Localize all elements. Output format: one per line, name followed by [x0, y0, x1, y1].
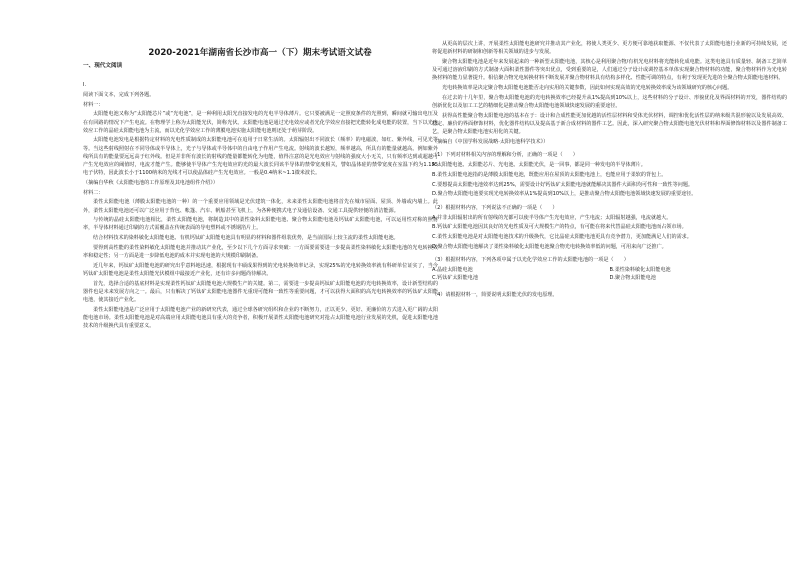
- question-3-option-c: C.钙钛矿太阳能电池: [432, 275, 478, 282]
- question-1-option-c: C.要想提高太阳能电池效率达到25%，需要设计好钙钛矿太阳能电池就能解决其器件大面积均可性和一致性等问题。: [432, 181, 694, 188]
- question-1-option-d: D.聚合物太阳能电池要实现光电转换效率从1%提高到10%以上，是推动聚合物太阳能电池领域快速发展的重要途径。: [432, 191, 697, 198]
- question-2-option-d: D.聚合物太阳能电池解决了柔性染料敏化太阳能电池聚合物光电转换效率低的问题，可用来向广泛推广。: [432, 243, 667, 250]
- question-2-option-c: C.柔性太阳能电池是对太阳能电池技术的升级换代，它比晶硅太阳能电池更具有竞争潜力，更加能满足人们的需求。: [432, 234, 692, 241]
- material-paragraph: 获得高性能聚合物太阳能电池的基本在于：设计和合成性能更加优越的活性层材料和受体光伏材料，调控和优化活性层的纳米级共混形貌以及发展高效、稳定、廉价的界面修饰材料，优化器件结构以及提高基于新合成材料的器件工艺。因此，深入研究聚合物太阳能电池光伏材料和界面修饰材料以及器件制备工艺，是聚合物太阳能电池实用化的关键。: [432, 112, 787, 136]
- question-3-option-a: A.晶硅太阳能电池: [432, 267, 473, 274]
- material-2-paragraph: 结合材料技术的染料敏化太阳能电池、有机钙钛矿太阳能电池具有明显的材料和器件组装优势，是当前国际上较主流的柔性太阳能电池。: [93, 235, 399, 242]
- left-column: [83, 62, 438, 332]
- question-4-stem: （4）请根据材料一，简要说明太阳能光伏的发电原理。: [432, 291, 558, 298]
- question-3-option-d: D.聚合物太阳能电池: [609, 275, 656, 282]
- exam-title: 2020-2021年湖南省长沙市高一（下）期末考试语文试卷: [148, 48, 372, 58]
- material-paragraph: 从更高的层次上讲，开展柔性太阳能电池研究并推动其产业化，将使人类更少、更方便可靠地获取能源、不仅代表了太阳能电池行业新的可持续发展，还将促进新材料的研制和创新等相关领域的进步与发展。: [432, 41, 787, 56]
- section-heading: 一、现代文阅读: [83, 63, 123, 69]
- question-3-options-row: [432, 274, 787, 282]
- material-source: （摘编自《中国学科发展战略·太阳电池科学技术》）: [432, 138, 549, 145]
- material-paragraph: 在过去的十几年里，聚合物太阳能电池的光电转换效率已经提升从1%提高到10%以上，这些材料的分子设计、形貌优化及界面材料的开发，器件结构的创新优化以及加工工艺的精细化是推动聚合物太阳能电池领域快速发展的重要途径。: [432, 94, 787, 109]
- question-1-stem: （1）下列对材料相关内容的理解和分析，正确的一项是（ ）: [432, 152, 578, 159]
- question-1-option-b: B.柔性太阳能电池指的是薄膜太阳能电池，既能应用在屋顶的太阳能电池上，也能应用于柔软的背包上。: [432, 171, 667, 178]
- material-2-paragraph: 柔性太阳能电池是广泛应用于太阳能电池产业的新研究代表，通过全球各研究组织和企业的不断努力，正以更少、更好、更廉价的方式进入更广阔的太阳能电池市场。柔性太阳能电池是对高端应用太阳能电池具有重大的竞争者，积极开展柔性太阳能电池研究对抢占太阳能电池行业发展的先机，促进太阳能电池技术的升级换代具有重要意义。: [83, 306, 438, 330]
- question-2-stem: （2）根据材料内容，下列说法不正确的一项是（ ）: [432, 204, 558, 211]
- question-3-options-row: [432, 266, 787, 274]
- material-1-paragraph: 太阳能电池又称为“太阳能芯片”或“光电池”，是一种利用太阳光直接发电的光电半导体薄片。它只要被满足一定照度条件的光照到，瞬间就可输出电压及在有回路的情况下产生电流。在物理学上称为太阳能光伏，简称光伏。太阳能电池是通过光电效应或者光化学效应直接把光能转化成电能的装置，当下以光电效应工作的晶硅太阳能电池为主流，而以光化学效应工作的薄膜电池实施太阳能电池则还处于萌芽阶段。: [83, 111, 438, 134]
- material-2-paragraph: 要得到高性能的柔性染料敏化太阳能电池并推动其产业化，至少以下几个方面寻求突破：一方面要需要进一步提高柔性染料敏化太阳能电池的光电转换效率和稳定性；另一方面是进一步降低电池的成本并实现电池的大规模印刷制备。: [83, 244, 438, 260]
- material-2-label: 材料二：: [83, 189, 104, 196]
- material-2-paragraph: 与传统的晶硅太阳能电池相比，柔性太阳能电池，将制造其中的柔性染料太阳能电池、聚合物太阳能电池及钙钛矿太阳能电池，可以运用性对称的照射率，半导体材料通过印刷的方式需覆盖在传统表面的导电塑料或不锈钢箔片上。: [83, 217, 438, 232]
- material-2-paragraph: 近几年来，钙钛矿太阳能电池的研究出乎意料地迅速，根据现有丰硕成果得到的光电转换效率记录，实现25%的光电转换效率就有科研单位证实了，当今钙钛矿太阳能电池是柔性太阳能光伏模组中最接近产业化，还有许多问题尚待解决。: [83, 262, 438, 277]
- material-2-paragraph: 柔性太阳能电池（薄膜太阳能电池的一种）的一个重要应用领域是光伏建筑一体化，未来柔性太阳能电池将首先在城市屋面、屋顶、外墙或内墙上。此外，柔性太阳能电池还可以广泛应用于背包、帐篷、汽车、帆船甚至飞机上，为各种便携式电子及通信设备、交通工具提供轻便的清洁能源。: [83, 199, 438, 214]
- question-mark: I.: [83, 82, 87, 89]
- question-2-option-b: B.钙钛矿太阳能电池因其良好的光电性质及可大规模生产的特点，有可能在将来代替晶硅太阳能电池而占领市场。: [432, 224, 687, 231]
- material-1-paragraph: 太阳能电池发电是根据特定材料的光电性质制成的太阳能电池可在追用于日常生活的。太阳辐射出不同波长（频率）的电磁波，如红、紫外线，可见光等等。当这些射线照射在不同导体或半导体上，光子与导体或半导体中的自由电子作用产生电流。射线的波长越短，频率越高，所具有的能量就越高。例如紫外线所具有的能量要远远高于红外线。但是并非所有波长的射线的能量都能转化为电能，值得注意的是光电效应与射线的强度大小无关，只有频率达到或超越可产生光电效应的阈值时，电流才能产生。能够使半导体产生光电效应的光的最大波长同该半导体的禁带宽度相关，譬如晶体硅的禁带宽度在室温下约为1.155电子伏特，因此波长小于1100纳米的光线才可以使晶体硅产生光电效应。一般是0.4纳米~1.1微米波长。: [83, 137, 438, 177]
- question-3-option-b: B.柔性染料敏化太阳能电池: [609, 267, 671, 274]
- question-3-stem: （3）根据材料内容，下列各项中属于以光化学效应工作的太阳能电池的一项是（ ）: [432, 257, 629, 264]
- right-column: [432, 40, 787, 300]
- question-2-option-a: A.并非太阳辐射出的所有射线的光都可以使半导体产生光电效应，产生电流；太阳辐射越强，电流就越大。: [432, 214, 672, 221]
- material-1-source: （摘编自华秋《太阳能电池的工作原理及其电池组件介绍》）: [83, 179, 218, 186]
- material-2-paragraph: 首先，选择合适的基底材料是实现柔性钙钛矿太阳能电池大规模生产的关键。第二，需要进一步提高钙钛矿太阳能电池的光电转换效率，设计新型结构的器件也是未来发展方向之一。最后，只有解决了钙钛矿太阳能电池器件无重现可能和一致性等重要问题，才可以获得大面积的高光电转换效率的钙钛矿太阳能电池，使其接近产业化。: [83, 280, 438, 304]
- material-paragraph: 聚合物太阳能电池是近年来发展起来的一种新型太阳能电池，其核心是利用聚合物/有机光电材料将光能转化成电能。这类电池具有质量轻、制备工艺简单及可通过溶液印刷的方式制备大面积柔性器件等突出优点，受到重要的是，人们通过分子设计或调控基本单体实现聚合物材料的功能，聚合物材料作为光电转换材料的能力显著提升。相信聚合物光电转换材料不断发展并聚合物材料具有结构多样化、性能可调的特点，有利于发现更先进的全聚合物太阳能电池材料。: [432, 58, 787, 82]
- material-1-label: 材料一：: [83, 101, 104, 108]
- reading-intro: 阅读下面文本，完成下列各题。: [83, 91, 155, 98]
- material-paragraph: 光电转换效率是决定聚合物太阳能电池能否走向实用的关键参数，因此如何实现高效的光电转换效率成为该领域研究的核心问题。: [442, 85, 733, 92]
- question-1-option-a: A.太阳能电池、太阳能芯片、光电池、太阳能光伏，是一回事，都是同一种发电的半导体薄片。: [432, 162, 646, 169]
